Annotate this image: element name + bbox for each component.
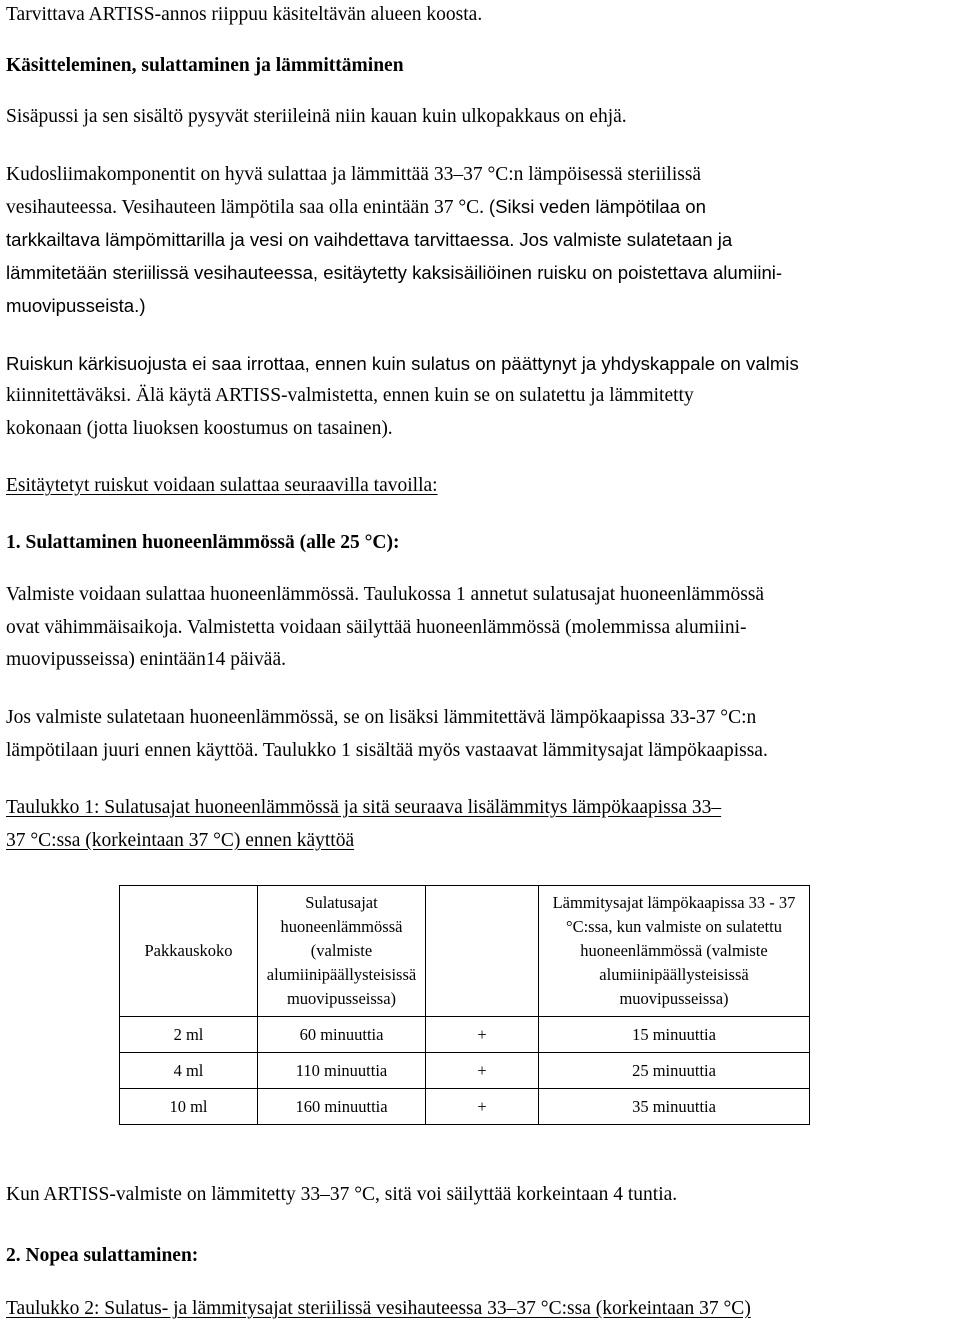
paragraph-thawing-line-3a: tarkkailtava lämpömittarilla ja vesi on vaihdettava tarvittaessa. <box>6 229 515 250</box>
paragraph-thawing-line-1: Kudosliimakomponentit on hyvä sulattaa ja lämmittää 33–37 °C:n lämpöisessä steriilissä <box>6 164 702 185</box>
cell-warming-time: 25 minuuttia <box>539 1053 810 1089</box>
paragraph-thawing-line-2b: (Siksi veden lämpötilaa on <box>488 196 706 217</box>
paragraph-tip-cap-line-2: kiinnitettäväksi. Älä käytä ARTISS-valmistetta, ennen kuin se on sulatettu ja lämmitetty <box>6 385 694 406</box>
header-warming-time: Lämmitysajat lämpökaapissa 33 - 37 °C:ssa, kun valmiste on sulatettu huoneenlämmössä (valmiste alumiinipäällysteisissä muovipusseissa) <box>539 886 810 1017</box>
paragraph-incubator-line-2: lämpötilaan juuri ennen käyttöä. Taulukko 1 sisältää myös vastaavat lämmitysajat lämpökaapissa. <box>6 740 768 761</box>
cell-package-size: 4 ml <box>120 1053 258 1089</box>
paragraph-storage-after-warming: Kun ARTISS-valmiste on lämmitetty 33–37 °C, sitä voi säilyttää korkeintaan 4 tuntia. <box>6 1184 678 1205</box>
cell-thaw-time: 110 minuuttia <box>258 1053 426 1089</box>
cell-plus: + <box>426 1089 539 1125</box>
paragraph-room-temp-line-1: Valmiste voidaan sulattaa huoneenlämmössä. Taulukossa 1 annetut sulatusajat huoneenlämmössä <box>6 584 765 605</box>
paragraph-incubator-line-1: Jos valmiste sulatetaan huoneenlämmössä, se on lisäksi lämmitettävä lämpökaapissa 33-37 °C:n <box>6 707 757 728</box>
header-package-size: Pakkauskoko <box>120 886 258 1017</box>
paragraph-room-temp-line-3: muovipusseissa) enintään14 päivää. <box>6 649 286 670</box>
subheading-rapid-thawing: 2. Nopea sulattaminen: <box>6 1245 199 1266</box>
table-1 <box>119 885 810 1125</box>
table1-caption-line-2: 37 °C:ssa (korkeintaan 37 °C) ennen käyttöä <box>6 830 355 851</box>
cell-plus: + <box>426 1017 539 1053</box>
paragraph-thawing-line-4: lämmitetään steriilissä vesihauteessa, esitäytetty kaksisäiliöinen ruisku on poistettava alumiini- <box>6 262 783 283</box>
table2-caption: Taulukko 2: Sulatus- ja lämmitysajat steriilissä vesihauteessa 33–37 °C:ssa (korkeintaan 37 °C) <box>6 1298 751 1319</box>
table-row <box>120 1089 810 1125</box>
paragraph-thawing-line-5: muovipusseista.) <box>6 295 146 316</box>
cell-package-size: 10 ml <box>120 1089 258 1125</box>
cell-warming-time: 35 minuuttia <box>539 1089 810 1125</box>
section-heading-handling: Käsitteleminen, sulattaminen ja lämmittäminen <box>6 55 404 76</box>
cell-thaw-time: 160 minuuttia <box>258 1089 426 1125</box>
paragraph-thawing-line-3b: Jos valmiste sulatetaan ja <box>519 229 733 250</box>
header-plus-column <box>426 886 539 1017</box>
paragraph-thawing-line-2a: vesihauteessa. Vesihauteen lämpötila saa olla enintään 37 °C. <box>6 197 485 218</box>
cell-plus: + <box>426 1053 539 1089</box>
table-header-row <box>120 886 810 1017</box>
header-thaw-time: Sulatusajat huoneenlämmössä (valmiste alumiinipäällysteisissä muovipusseissa) <box>258 886 426 1017</box>
paragraph-sterility: Sisäpussi ja sen sisältö pysyvät steriileinä niin kauan kuin ulkopakkaus on ehjä. <box>6 106 627 127</box>
paragraph-tip-cap-line-1: Ruiskun kärkisuojusta ei saa irrottaa, ennen kuin sulatus on päättynyt ja yhdyskappale on valmis <box>6 353 799 374</box>
table-row <box>120 1053 810 1089</box>
cell-package-size: 2 ml <box>120 1017 258 1053</box>
paragraph-thawing-line-2 <box>6 192 706 223</box>
subheading-room-temperature: 1. Sulattaminen huoneenlämmössä (alle 25 °C): <box>6 532 400 553</box>
paragraph-dose: Tarvittava ARTISS-annos riippuu käsiteltävän alueen koosta. <box>6 4 483 25</box>
paragraph-tip-cap-line-3: kokonaan (jotta liuoksen koostumus on tasainen). <box>6 418 393 439</box>
table1-caption-line-1: Taulukko 1: Sulatusajat huoneenlämmössä ja sitä seuraava lisälämmitys lämpökaapissa 33– <box>6 797 722 818</box>
cell-thaw-time: 60 minuuttia <box>258 1017 426 1053</box>
subheading-thawing-methods: Esitäytetyt ruiskut voidaan sulattaa seuraavilla tavoilla: <box>6 475 438 496</box>
table-row <box>120 1017 810 1053</box>
paragraph-thawing-line-3 <box>6 225 732 256</box>
cell-warming-time: 15 minuuttia <box>539 1017 810 1053</box>
paragraph-room-temp-line-2: ovat vähimmäisaikoja. Valmistetta voidaan säilyttää huoneenlämmössä (molemmissa alumiini- <box>6 617 747 638</box>
